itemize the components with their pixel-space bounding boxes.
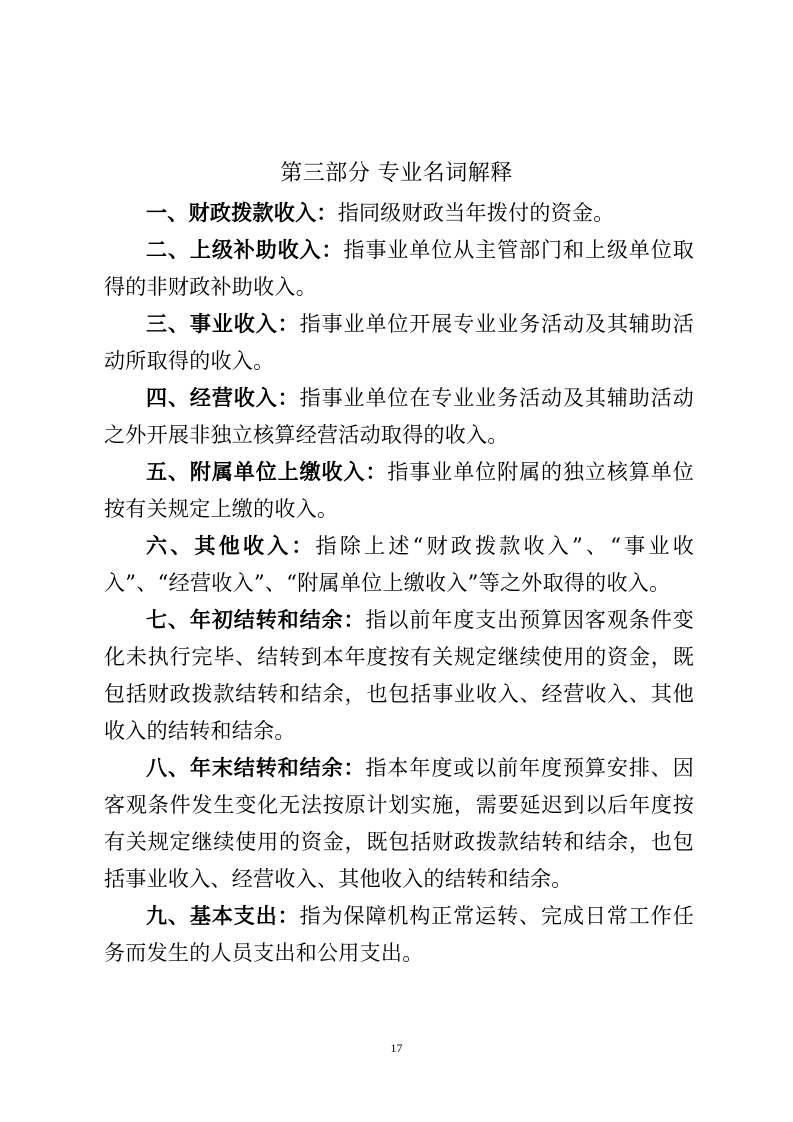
definition-term: 六、其他收入： — [146, 534, 316, 558]
definition-text: 指以前年度支出预算因客观条件变化未执行完毕、结转到本年度按有关规定继续使用的资金，既包括财政拨款结转和结余，也包括事业收入、经营收入、其他收入的结转和结余。 — [104, 608, 695, 743]
definition-term: 八、年末结转和结余： — [146, 756, 366, 780]
definition-text: 指事业单位开展专业业务活动及其辅助活动所取得的收入。 — [104, 312, 694, 373]
definition-text: 指事业单位从主管部门和上级单位取得的非财政补助收入。 — [104, 238, 694, 299]
definition-item — [104, 306, 694, 380]
definition-text: 指为保障机构正常运转、完成日常工作任务而发生的人员支出和公用支出。 — [104, 904, 694, 965]
definition-text: 指事业单位附属的独立核算单位按有关规定上缴的收入。 — [104, 460, 694, 521]
definition-item — [104, 195, 694, 232]
page-number: 17 — [390, 1041, 403, 1055]
definition-term: 一、财政拨款收入： — [146, 201, 338, 225]
definition-text: 指除上述“财政拨款收入”、“事业收入”、“经营收入”、“附属单位上缴收入”等之外取得的收入。 — [104, 534, 694, 595]
definition-item — [104, 602, 694, 750]
definition-item — [104, 380, 694, 454]
page-title: 第三部分 专业名词解释 — [280, 161, 513, 186]
definition-term: 五、附属单位上缴收入： — [146, 460, 388, 484]
definition-item — [104, 454, 694, 528]
definition-text: 指本年度或以前年度预算安排、因客观条件发生变化无法按原计划实施，需要延迟到以后年度按有关规定继续使用的资金，既包括财政拨款结转和结余，也包括事业收入、经营收入、其他收入的结转和结余。 — [104, 756, 695, 891]
definition-text: 指事业单位在专业业务活动及其辅助活动之外开展非独立核算经营活动取得的收入。 — [104, 386, 694, 447]
definition-term: 三、事业收入： — [146, 312, 300, 336]
definition-item — [104, 232, 694, 306]
definitions-list — [104, 195, 694, 972]
definition-term: 七、年初结转和结余： — [146, 608, 366, 632]
definition-term: 二、上级补助收入： — [146, 238, 344, 262]
definition-item — [104, 898, 694, 972]
definition-term: 九、基本支出： — [146, 904, 300, 928]
definition-text: 指同级财政当年拨付的资金。 — [337, 201, 615, 225]
definition-term: 四、经营收入： — [146, 386, 300, 410]
definition-item — [104, 528, 694, 602]
definition-item — [104, 750, 694, 898]
